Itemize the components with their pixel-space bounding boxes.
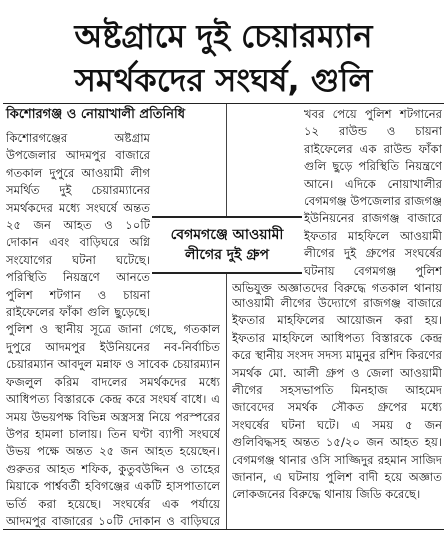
bottom-rule bbox=[3, 529, 444, 530]
left-column-text: কিশোরগঞ্জের অষ্টগ্রাম উপজেলার আদমপুর বাজারে গতকাল দুপুরে আওয়ামী লীগ সমর্থিত দুই চেয়ারম্যানের সমর্থকদের মধ্যে সংঘর্ষে অন্তত ২৫ জন আহত ও ১০টি দোকান এবং বাড়িঘরে অগ্নি সংযোগের ঘটনা ঘটেছে। পরিস্থিতি নিয়ন্ত্রণে আনতে পুলিশ শটগান ও চায়না রাইফেলের ফাঁকা গুলি ছুড়েছে। পুলিশ ও স্থানীয় সূত্রে জানা গেছে, গতকাল দুপুরে আদমপুর ইউনিয়নের নব-নির্বাচিত চেয়ারম্যান আবদুল মন্নাফ ও সাবেক চেয়ারম্যান ফজলুল করিম বাদলের সমর্থকদের মধ্যে আধিপত্য বিস্তারকে কেন্দ্র করে সংঘর্ষ বাধে। এ সময় উভয়পক্ষ বিভিন্ন অস্ত্রসস্ত্র নিয়ে পরস্পরের উপর হামলা চালায়। তিন ঘণ্টা ব্যাপী সংঘর্ষে উভয় পক্ষে অন্তত ২৫ জন আহত হয়েছেন। গুরুতর আহত শফিক, কুতুবউদ্দিন ও তাহের মিয়াকে পার্শ্ববর্তী হবিগঞ্জের একটি হাসপাতালে ভর্তি করা হয়েছে। সংঘর্ষের এক পর্যায়ে আদমপুর বাজারের ১০টি দোকান ও বাড়িঘরে bbox=[6, 131, 220, 528]
pullquote bbox=[152, 216, 302, 274]
column-divider bbox=[226, 104, 227, 529]
headline-line-2: সমর্থকদের সংঘর্ষ, গুলি bbox=[74, 61, 373, 99]
article-body-left-column bbox=[6, 130, 220, 528]
byline: কিশোরগঞ্জ ও নোয়াখালী প্রতিনিধি bbox=[6, 107, 186, 122]
article-body-right-column-bottom bbox=[232, 295, 442, 527]
right-column-top-text: খবর পেয়ে পুলিশ শটগানের ১২ রাউন্ড ও চায়না রাইফেলের এক রাউন্ড ফাঁকা গুলি ছুড়ে পরিস্থিতি নিয়ন্ত্রণে আনে। এদিকে নোয়াখালীর বেগমগঞ্জ উপজেলার রাজগঞ্জ ইউনিয়নের রাজগঞ্জ বাজারে ইফতার মাহফিলে আওয়ামী লীগের দুই গ্রুপের সংঘর্ষের ঘটনায় বেগমগঞ্জ পুলিশ অভিযুক্ত অজ্ঞাতদের বিরুদ্ধে গতকাল থানায় bbox=[232, 107, 442, 296]
pullquote-text: বেগমগঞ্জে আওয়ামী লীগের দুই গ্রুপ bbox=[170, 227, 284, 263]
right-column-bottom-text: আওয়ামী লীগের উদ্যোগে রাজগঞ্জ বাজারে ইফতার মাহফিলের আয়োজন করা হয়। ইফতার মাহফিলে আধিপত্য বিস্তারকে কেন্দ্র করে স্থানীয় সংসদ সদস্য মামুনুর রশিদ কিরণের সমর্থক মো. আলী গ্রুপ ও জেলা আওয়ামী লীগের সহসভাপতি মিনহাজ আহমেদ জাবেদের সমর্থক সৌকত গ্রুপের মধ্যে সংঘর্ষের ঘটনা ঘটে। এ সময় ৫ জন গুলিবিদ্ধসহ অন্তত ১৫/২০ জন আহত হয়। বেগমগঞ্জ থানার ওসি সাজ্জিদুর রহমান সাজিদ জানান, এ ঘটনায় পুলিশ বাদী হয়ে অজ্ঞাত লোকজনের বিরুদ্ধে থানায় জিডি করেছে। bbox=[232, 296, 442, 502]
headline-rule bbox=[3, 103, 444, 104]
headline bbox=[0, 8, 447, 104]
headline-line-1: অষ্টগ্রামে দুই চেয়ারম্যান bbox=[74, 17, 373, 55]
previous-article-strip bbox=[0, 0, 447, 6]
